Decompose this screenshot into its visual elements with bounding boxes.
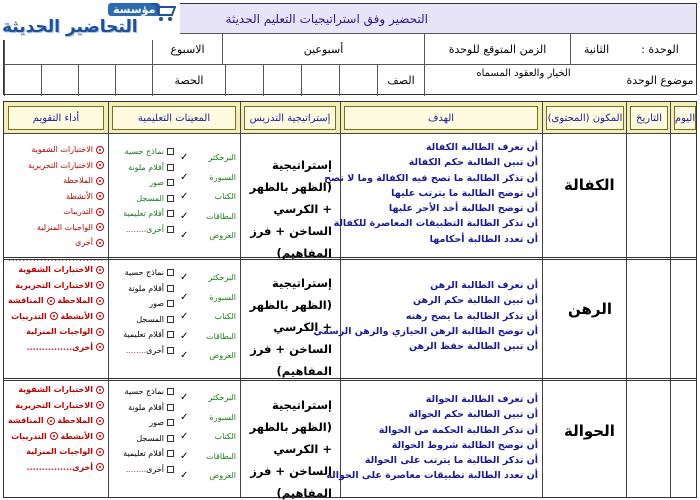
header-topic-row bbox=[4, 65, 696, 96]
radio-icon bbox=[47, 297, 55, 305]
radio-icon bbox=[50, 432, 58, 440]
tool-label: الكتاب bbox=[214, 192, 236, 202]
strategy-text: إستراتيجية (الظهر بالظهر + الكرسي الساخن + فرز المفاهيم) bbox=[249, 276, 332, 378]
goals-list bbox=[328, 392, 538, 484]
eval-item[interactable] bbox=[10, 204, 104, 220]
aid-item[interactable] bbox=[114, 281, 174, 297]
radio-icon bbox=[96, 146, 104, 154]
tool-item[interactable] bbox=[180, 307, 236, 327]
fill-dots: ........................... bbox=[8, 253, 104, 263]
checkbox-icon bbox=[167, 404, 174, 411]
radio-icon bbox=[96, 463, 104, 471]
aid-label: صور bbox=[149, 178, 164, 187]
eval-label: الملاحظة bbox=[57, 296, 93, 305]
eval-label: الملاحظة bbox=[63, 176, 93, 185]
checkbox-icon bbox=[167, 435, 174, 442]
eval-item[interactable] bbox=[10, 142, 104, 158]
tool-label: السبورة bbox=[209, 412, 236, 422]
goal-item: أن تعرف الطالبة الكفالة bbox=[425, 142, 538, 153]
check-icon: ✓ bbox=[180, 230, 189, 242]
tool-item[interactable] bbox=[180, 327, 236, 347]
tool-item[interactable] bbox=[180, 388, 236, 408]
eval-item[interactable] bbox=[10, 340, 104, 356]
strategy-text: إستراتيجية (الظهر بالظهر + الكرسي الساخن + فرز المفاهيم) bbox=[249, 398, 332, 500]
tool-label: البرجكتر bbox=[208, 393, 236, 402]
radio-icon bbox=[96, 401, 104, 409]
aid-item[interactable] bbox=[114, 296, 174, 312]
checkbox-icon bbox=[167, 195, 174, 202]
radio-icon bbox=[96, 328, 104, 336]
goal-item: أن تبين الطالبة حفظ الرهن bbox=[408, 341, 538, 353]
evaluation-list bbox=[10, 142, 104, 266]
checkbox-icon bbox=[167, 269, 174, 276]
cart-icon bbox=[150, 2, 176, 22]
goal-item: أن توضح الطالبة شروط الحوالة bbox=[391, 439, 538, 451]
checkbox-icon bbox=[167, 347, 174, 354]
class-cell-2[interactable] bbox=[301, 65, 339, 96]
tool-label: البطاقات bbox=[206, 331, 236, 341]
check-icon: ✓ bbox=[180, 272, 189, 283]
tool-label: البرجكتر bbox=[208, 153, 236, 162]
col-line-strategy bbox=[240, 102, 241, 497]
aid-label: المسجل bbox=[136, 314, 164, 324]
class-cell-3[interactable] bbox=[263, 65, 301, 96]
checkbox-icon bbox=[167, 210, 174, 217]
checkbox-icon bbox=[167, 226, 174, 233]
aid-item[interactable] bbox=[114, 384, 174, 400]
eval-item[interactable] bbox=[10, 444, 104, 460]
goal-item: أن تذكر الطالبة ما يترتب على الحوالة bbox=[364, 455, 538, 467]
aid-label: أقلام تعليمية bbox=[123, 209, 164, 218]
brand-logo bbox=[0, 0, 180, 40]
tool-item[interactable] bbox=[180, 148, 236, 168]
eval-label: الأنشطة bbox=[60, 311, 93, 321]
aid-item[interactable] bbox=[114, 446, 174, 462]
eval-label: المناقشة bbox=[8, 296, 44, 305]
aid-label: المسجل bbox=[136, 433, 164, 443]
radio-icon bbox=[96, 281, 104, 289]
fill-dots: ........ bbox=[125, 464, 147, 474]
aids-list bbox=[114, 384, 174, 477]
tool-label: العروض bbox=[209, 351, 236, 361]
checkbox-icon bbox=[167, 316, 174, 323]
goal-item: أن تعرف الطالبة الحوالة bbox=[425, 394, 538, 405]
col-line-date bbox=[626, 102, 627, 497]
eval-item[interactable] bbox=[10, 398, 104, 414]
radio-icon bbox=[96, 192, 104, 200]
tool-label: البطاقات bbox=[206, 451, 236, 461]
row-separator bbox=[4, 378, 696, 381]
aid-label: أخرى bbox=[146, 464, 164, 474]
checkbox-icon bbox=[167, 164, 174, 171]
check-icon: ✓ bbox=[180, 171, 189, 183]
aid-label: نماذج حسية bbox=[124, 147, 164, 156]
check-icon: ✓ bbox=[180, 450, 189, 462]
checkbox-icon bbox=[167, 179, 174, 186]
radio-icon bbox=[96, 297, 104, 305]
aid-item[interactable] bbox=[114, 144, 174, 160]
tool-item[interactable] bbox=[180, 168, 236, 188]
tool-label: العروض bbox=[209, 471, 236, 481]
topic-hawala: الحوالة bbox=[564, 422, 615, 440]
tool-item[interactable] bbox=[180, 346, 236, 366]
tool-label: السبورة bbox=[209, 292, 236, 302]
radio-icon bbox=[96, 417, 104, 425]
fill-dots: ........ bbox=[125, 345, 147, 355]
goal-item: أن تبين الطالبة حكم الحوالة bbox=[408, 409, 538, 421]
checkbox-icon bbox=[167, 300, 174, 307]
eval-label: التدريبات bbox=[11, 431, 47, 441]
eval-label: الاختبارات التحريرية bbox=[28, 160, 93, 170]
eval-item[interactable] bbox=[10, 235, 104, 251]
aid-item[interactable] bbox=[114, 462, 174, 478]
eval-label: الواجبات المنزلية bbox=[36, 222, 93, 232]
eval-label: الملاحظة bbox=[57, 416, 93, 425]
eval-item[interactable] bbox=[10, 460, 104, 476]
eval-item[interactable] bbox=[10, 293, 104, 309]
aid-item[interactable] bbox=[114, 206, 174, 222]
goal-item: أن توضح الطالبة أخذ الأجر عليها bbox=[388, 203, 538, 215]
logo-main-text: التحاضير الحديثة bbox=[2, 17, 138, 37]
goal-item: أن تذكر الطالبة الحكمة من الحوالة bbox=[378, 424, 538, 436]
goal-item: أن توضح الطالبة الرهن الحيازي والرهن الرسمي bbox=[313, 325, 538, 337]
goal-item: أن تعدد الطالبة تطبيقات معاصرة على الحوالة bbox=[326, 470, 538, 482]
check-icon: ✓ bbox=[180, 431, 189, 443]
radio-icon bbox=[96, 343, 104, 351]
aid-label: المسجل bbox=[136, 193, 164, 203]
checkbox-icon bbox=[167, 419, 174, 426]
eval-label: الاختبارات الشفوية bbox=[18, 265, 93, 274]
period-cell-3[interactable] bbox=[41, 65, 78, 96]
check-icon: ✓ bbox=[180, 210, 189, 222]
eval-label: الواجبات المنزلية bbox=[26, 447, 93, 456]
aid-label: صور bbox=[149, 418, 164, 427]
tool-item[interactable] bbox=[180, 408, 236, 428]
check-icon: ✓ bbox=[180, 311, 189, 323]
class-label: الصف bbox=[377, 65, 424, 96]
aid-item[interactable] bbox=[114, 175, 174, 191]
eval-item[interactable] bbox=[10, 173, 104, 189]
week-label: الاسبوع bbox=[152, 34, 222, 64]
check-icon: ✓ bbox=[180, 330, 189, 342]
aid-label: صور bbox=[149, 299, 164, 308]
goal-item: أن توضح الطالبة ما يترتب عليها bbox=[391, 187, 538, 199]
eval-item[interactable] bbox=[10, 262, 104, 278]
period-cell-2[interactable] bbox=[78, 65, 115, 96]
check-icon: ✓ bbox=[180, 392, 189, 403]
aids-list bbox=[114, 144, 174, 237]
tool-item[interactable] bbox=[180, 288, 236, 308]
eval-item[interactable] bbox=[10, 309, 104, 325]
eval-label: الأنشطة bbox=[66, 191, 93, 201]
check-icon: ✓ bbox=[180, 291, 189, 303]
aid-item[interactable] bbox=[114, 343, 174, 359]
eval-item[interactable] bbox=[10, 158, 104, 174]
eval-label: الأنشطة bbox=[60, 431, 93, 441]
goal-item: أن تذكر الطالبة ما تصح فيه الكفالة وما لا تصح bbox=[324, 172, 538, 184]
period-cell-4[interactable] bbox=[4, 65, 41, 96]
radio-icon bbox=[96, 448, 104, 456]
column-strategy: إستراتيجية التدريس bbox=[244, 106, 336, 130]
aid-item[interactable] bbox=[114, 222, 174, 238]
fill-dots: ........ bbox=[125, 224, 147, 234]
check-icon: ✓ bbox=[180, 411, 189, 423]
radio-icon bbox=[96, 161, 104, 169]
row-separator bbox=[4, 257, 696, 260]
period-cell-1[interactable] bbox=[115, 65, 152, 96]
aid-item[interactable] bbox=[114, 160, 174, 176]
aids-list bbox=[114, 265, 174, 358]
eval-item[interactable] bbox=[10, 220, 104, 236]
aid-label: أقلام ملونة bbox=[128, 283, 164, 293]
tool-item[interactable] bbox=[180, 226, 236, 246]
goals-list bbox=[313, 278, 538, 354]
radio-icon bbox=[96, 386, 104, 394]
tool-item[interactable] bbox=[180, 187, 236, 207]
tools-list bbox=[180, 388, 236, 486]
tool-item[interactable] bbox=[180, 268, 236, 288]
radio-icon bbox=[50, 312, 58, 320]
radio-icon bbox=[96, 312, 104, 320]
eval-label: المناقشة bbox=[8, 416, 44, 425]
aid-label: نماذج حسية bbox=[124, 387, 164, 396]
eval-item[interactable] bbox=[10, 429, 104, 445]
column-component: المكون (المحتوى) bbox=[546, 106, 624, 130]
column-goal: الهدف bbox=[344, 106, 538, 130]
col-line-component bbox=[542, 102, 543, 497]
column-date: التاريخ bbox=[630, 106, 668, 130]
tools-list bbox=[180, 268, 236, 366]
radio-icon bbox=[96, 266, 104, 274]
aid-item[interactable] bbox=[114, 415, 174, 431]
aid-label: أخرى bbox=[146, 224, 164, 234]
aid-item[interactable] bbox=[114, 400, 174, 416]
check-icon: ✓ bbox=[180, 350, 189, 362]
check-icon: ✓ bbox=[180, 191, 189, 203]
eval-item[interactable] bbox=[10, 278, 104, 294]
eval-label: الاختبارات الشفوية bbox=[18, 385, 93, 394]
tool-label: البرجكتر bbox=[208, 273, 236, 282]
fill-dots: ............... bbox=[26, 462, 73, 472]
radio-icon bbox=[96, 208, 104, 216]
eval-label: أخرى bbox=[72, 462, 93, 472]
topic-label: موضوع الوحدة bbox=[626, 74, 694, 87]
unit-value: الثانية bbox=[570, 34, 622, 64]
check-icon: ✓ bbox=[180, 470, 189, 482]
topic-rahn: الرهن bbox=[568, 300, 613, 318]
goal-item: أن تذكر الطالبة ما يصح رهنه bbox=[405, 310, 538, 322]
goals-list bbox=[324, 140, 538, 247]
class-cell-4[interactable] bbox=[225, 65, 263, 96]
radio-icon bbox=[47, 417, 55, 425]
goal-item: أن تعرف الطالبة الرهن bbox=[430, 280, 538, 291]
aid-item[interactable] bbox=[114, 265, 174, 281]
aid-label: أقلام تعليمية bbox=[123, 449, 164, 458]
eval-label: التدريبات bbox=[63, 207, 93, 216]
duration-label: الزمن المتوقع للوحدة bbox=[424, 34, 570, 64]
tool-label: الكتاب bbox=[214, 432, 236, 442]
tool-label: السبورة bbox=[209, 172, 236, 182]
eval-item[interactable] bbox=[10, 382, 104, 398]
eval-item[interactable] bbox=[10, 324, 104, 340]
goal-item: أن تبين الطالبة حكم الكفالة bbox=[408, 157, 538, 169]
logo-top-text: مؤسسة bbox=[108, 3, 160, 16]
tools-list bbox=[180, 148, 236, 246]
aid-item[interactable] bbox=[114, 327, 174, 343]
aid-label: أقلام ملونة bbox=[128, 402, 164, 412]
eval-item[interactable] bbox=[10, 413, 104, 429]
aid-label: أقلام ملونة bbox=[128, 162, 164, 172]
eval-label: الواجبات المنزلية bbox=[26, 327, 93, 336]
aid-label: نماذج حسية bbox=[124, 268, 164, 277]
aid-label: أقلام تعليمية bbox=[123, 330, 164, 339]
class-cell-1[interactable] bbox=[339, 65, 377, 96]
goal-item: أن تذكر الطالبة التطبيقات المعاصرة للكفالة bbox=[333, 218, 538, 230]
topic-kafala: الكفالة bbox=[564, 176, 615, 194]
fill-dots: ............... bbox=[26, 342, 73, 352]
checkbox-icon bbox=[167, 466, 174, 473]
column-day: اليوم bbox=[674, 106, 696, 130]
check-icon: ✓ bbox=[180, 152, 189, 163]
eval-label: أخرى bbox=[75, 238, 93, 247]
radio-icon bbox=[96, 239, 104, 247]
checkbox-icon bbox=[167, 450, 174, 457]
col-line-aids bbox=[108, 102, 109, 497]
col-line-day bbox=[670, 102, 671, 497]
aid-item[interactable] bbox=[114, 431, 174, 447]
strategy-text: إستراتيجية (الظهر بالظهر + الكرسي الساخن + فرز المفاهيم) bbox=[249, 158, 332, 260]
aid-item[interactable] bbox=[114, 191, 174, 207]
evaluation-list bbox=[10, 382, 104, 475]
goal-item: أن تعدد الطالبة أحكامها bbox=[429, 233, 538, 245]
lesson-plan-table bbox=[3, 101, 697, 498]
eval-label: أخرى bbox=[72, 342, 93, 352]
checkbox-icon bbox=[167, 148, 174, 155]
eval-label: الاختبارات الشفوية bbox=[31, 145, 93, 154]
column-aids: المعينات التعليمية bbox=[112, 106, 236, 130]
tool-item[interactable] bbox=[180, 207, 236, 227]
column-evaluation: أداء التقويم bbox=[8, 106, 104, 130]
unit-label: الوحدة : bbox=[641, 42, 679, 56]
eval-label: الاختبارات التحريرية bbox=[15, 400, 93, 410]
checkbox-icon bbox=[167, 331, 174, 338]
tool-label: العروض bbox=[209, 231, 236, 241]
tool-item[interactable] bbox=[180, 447, 236, 467]
page-title: التحضير وفق استراتيجيات التعليم الحديثة bbox=[225, 12, 428, 26]
topic-value: الخيار والعقود المسماه bbox=[424, 65, 622, 96]
aid-label: أخرى bbox=[146, 345, 164, 355]
tool-label: البطاقات bbox=[206, 211, 236, 221]
eval-item[interactable] bbox=[10, 189, 104, 205]
evaluation-list bbox=[10, 262, 104, 355]
period-label: الحصة bbox=[152, 65, 225, 96]
duration-value: أسبوعين bbox=[222, 34, 424, 64]
radio-icon bbox=[96, 223, 104, 231]
radio-icon bbox=[96, 432, 104, 440]
tool-label: الكتاب bbox=[214, 312, 236, 322]
checkbox-icon bbox=[167, 388, 174, 395]
tool-item[interactable] bbox=[180, 466, 236, 486]
eval-label: التدريبات bbox=[11, 311, 47, 321]
radio-icon bbox=[96, 177, 104, 185]
goal-item: أن تبين الطالبة حكم الرهن bbox=[412, 295, 538, 307]
eval-label: الاختبارات التحريرية bbox=[15, 280, 93, 290]
tool-item[interactable] bbox=[180, 427, 236, 447]
aid-item[interactable] bbox=[114, 312, 174, 328]
checkbox-icon bbox=[167, 285, 174, 292]
